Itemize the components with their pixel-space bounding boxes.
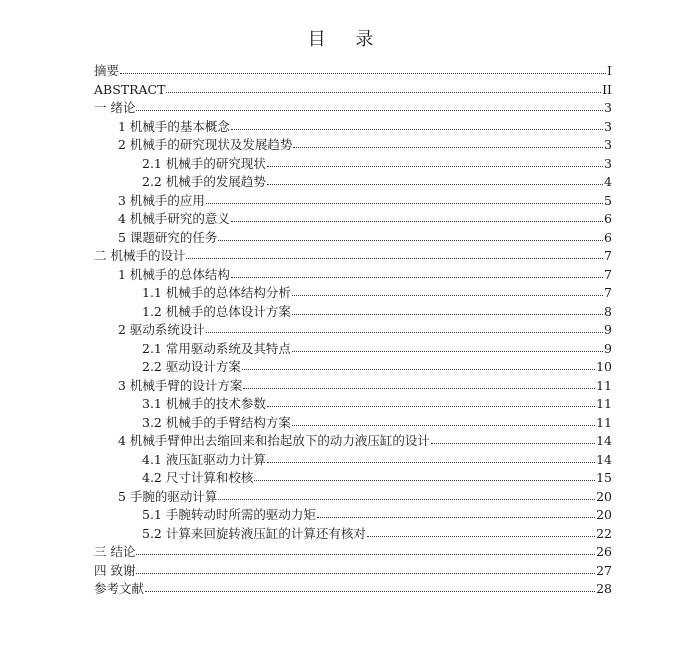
toc-entry-label: 1.2 机械手的总体设计方案 — [142, 303, 291, 319]
toc-entry-label: 2.2 驱动设计方案 — [142, 359, 241, 374]
toc-entry[interactable] — [94, 266, 612, 285]
toc-entry[interactable] — [94, 81, 612, 100]
toc-entry-page: 5 — [604, 192, 612, 208]
toc-entry[interactable] — [94, 432, 612, 451]
dot-leader — [292, 287, 603, 297]
toc-entry-page: 7 — [604, 266, 612, 282]
toc-entry-label: 4 机械手研究的意义 — [118, 211, 230, 226]
toc-entry-label: 3.2 机械手的手臂结构方案 — [142, 414, 291, 430]
dot-leader — [206, 195, 603, 205]
toc-entry-label: 4 机械手臂伸出去缩回来和抬起放下的动力液压缸的设计 — [118, 433, 430, 448]
toc-title: 目 录 — [307, 29, 386, 50]
dot-leader — [243, 380, 595, 390]
dot-leader — [242, 361, 595, 371]
dot-leader — [267, 454, 595, 464]
toc-entry[interactable] — [94, 340, 612, 359]
dot-leader — [120, 65, 606, 75]
dot-leader — [292, 306, 603, 316]
toc-entry[interactable] — [94, 358, 612, 377]
toc-entry[interactable] — [94, 62, 612, 81]
toc-entry-label: 2 驱动系统设计 — [118, 322, 205, 337]
toc-entry-label: ABSTRACT — [94, 81, 166, 97]
toc-entry[interactable] — [94, 155, 612, 174]
toc-entry-page: 11 — [596, 377, 612, 393]
dot-leader — [186, 250, 603, 260]
toc-entry-page: 3 — [604, 137, 612, 152]
toc-entry-page: 6 — [604, 229, 612, 245]
toc-entry-label: 3.1 机械手的技术参数 — [142, 396, 266, 411]
toc-entry[interactable] — [94, 414, 612, 433]
dot-leader — [231, 121, 603, 131]
toc-entry-label: 1 机械手的基本概念 — [118, 118, 230, 134]
toc-entry-page: 11 — [596, 414, 612, 430]
toc-entry-page: 6 — [604, 211, 612, 226]
dot-leader — [218, 232, 603, 242]
toc-entry-label: 2.1 机械手的研究现状 — [142, 155, 266, 171]
toc-entry[interactable] — [94, 543, 612, 562]
toc-entry[interactable] — [94, 229, 612, 248]
toc-entry-label: 一 绪论 — [94, 100, 136, 115]
toc-entry[interactable] — [94, 118, 612, 137]
toc-entry-page: 14 — [596, 433, 612, 448]
dot-leader — [254, 472, 595, 482]
toc-entry-label: 5 手腕的驱动计算 — [118, 488, 218, 504]
toc-entry-label: 2.2 机械手的发展趋势 — [142, 174, 266, 189]
dot-leader — [293, 139, 603, 149]
toc-entry-page: 7 — [604, 248, 612, 263]
toc-entry-label: 1.1 机械手的总体结构分析 — [142, 285, 291, 300]
toc-entry-page: 8 — [604, 303, 612, 319]
toc-entry-page: 28 — [596, 581, 612, 596]
toc-entry[interactable] — [94, 173, 612, 192]
toc-entry[interactable] — [94, 99, 612, 118]
toc-entry[interactable] — [94, 136, 612, 155]
toc-entry-label: 5.2 计算来回旋转液压缸的计算还有核对 — [142, 525, 366, 541]
toc-entry-page: 3 — [604, 118, 612, 134]
dot-leader — [231, 213, 603, 223]
dot-leader — [267, 398, 595, 408]
dot-leader — [206, 324, 603, 334]
dot-leader — [367, 528, 595, 538]
toc-entry-page: 22 — [596, 525, 612, 541]
toc-entry[interactable] — [94, 506, 612, 525]
dot-leader — [317, 509, 595, 519]
dot-leader — [218, 491, 595, 501]
dot-leader — [136, 102, 603, 112]
toc-entry[interactable] — [94, 451, 612, 470]
toc-entry-label: 2 机械手的研究现状及发展趋势 — [118, 137, 293, 152]
toc-entry-page: 27 — [596, 562, 612, 578]
dot-leader — [136, 546, 595, 556]
toc-entry[interactable] — [94, 562, 612, 581]
toc-entry[interactable] — [94, 488, 612, 507]
dot-leader — [231, 269, 603, 279]
toc-entry[interactable] — [94, 395, 612, 414]
toc-entry-label: 四 致谢 — [94, 562, 136, 578]
toc-entry-page: 20 — [596, 488, 612, 504]
toc-entry-label: 2.1 常用驱动系统及其特点 — [142, 340, 291, 356]
toc-entry[interactable] — [94, 469, 612, 488]
dot-leader — [267, 176, 603, 186]
toc-entry-page: 10 — [596, 359, 612, 374]
dot-leader — [267, 158, 603, 168]
toc-entry-label: 摘要 — [94, 63, 120, 78]
toc-entry-label: 5.1 手腕转动时所需的驱动力矩 — [142, 507, 316, 522]
toc-entry[interactable] — [94, 303, 612, 322]
toc-entry-label: 4.1 液压缸驱动力计算 — [142, 451, 266, 467]
toc-entry-page: 26 — [596, 544, 612, 559]
toc-entry-page: 20 — [596, 507, 612, 522]
toc-entry-page: II — [602, 81, 612, 97]
dot-leader — [292, 343, 603, 353]
toc-entry-page: I — [607, 63, 612, 78]
dot-leader — [136, 565, 595, 575]
toc-entry-page: 14 — [596, 451, 612, 467]
toc-entry-page: 9 — [604, 322, 612, 337]
dot-leader — [292, 417, 595, 427]
toc-entry[interactable] — [94, 377, 612, 396]
toc-entry-page: 3 — [604, 100, 612, 115]
dot-leader — [431, 435, 595, 445]
toc-entry-page: 3 — [604, 155, 612, 171]
toc-entry[interactable] — [94, 321, 612, 340]
dot-leader — [166, 84, 601, 94]
toc-entry[interactable] — [94, 192, 612, 211]
toc-entry-label: 4.2 尺寸计算和校核 — [142, 470, 254, 485]
toc-entry-label: 1 机械手的总体结构 — [118, 266, 230, 282]
toc-entry-label: 三 结论 — [94, 544, 136, 559]
toc-entry[interactable] — [94, 580, 612, 599]
toc-entry[interactable] — [94, 525, 612, 544]
toc-entry-page: 11 — [596, 396, 612, 411]
table-of-contents — [94, 62, 612, 599]
toc-entry-page: 9 — [604, 340, 612, 356]
toc-entry-label: 5 课题研究的任务 — [118, 229, 218, 245]
toc-entry-page: 15 — [596, 470, 612, 485]
toc-entry[interactable] — [94, 210, 612, 229]
toc-entry-label: 二 机械手的设计 — [94, 248, 186, 263]
toc-entry-label: 3 机械手的应用 — [118, 192, 205, 208]
toc-entry[interactable] — [94, 284, 612, 303]
dot-leader — [145, 583, 595, 593]
toc-entry-page: 4 — [604, 174, 612, 189]
toc-entry-page: 7 — [604, 285, 612, 300]
toc-entry-label: 参考文献 — [94, 581, 145, 596]
toc-entry-label: 3 机械手臂的设计方案 — [118, 377, 243, 393]
toc-entry[interactable] — [94, 247, 612, 266]
